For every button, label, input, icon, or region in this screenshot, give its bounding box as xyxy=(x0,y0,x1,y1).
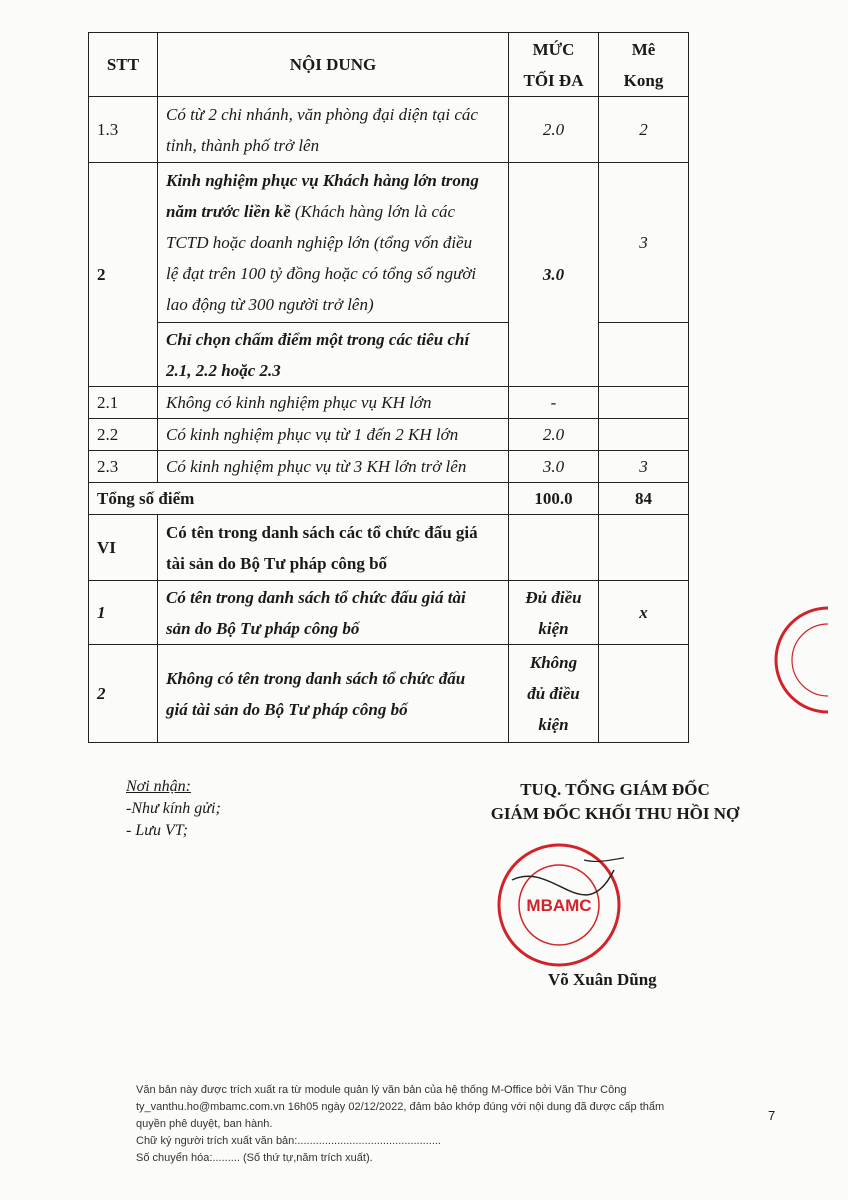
row-max-line: kiện xyxy=(538,618,569,638)
recipients-title: Nơi nhận: xyxy=(126,778,191,795)
total-label: Tổng số điểm xyxy=(89,483,509,515)
header-muc-toi-da xyxy=(509,33,599,97)
header-row xyxy=(89,33,689,97)
row-content xyxy=(158,515,509,581)
row-max: 2.0 xyxy=(509,419,599,451)
header-noi-dung: NỘI DUNG xyxy=(158,33,509,97)
row-content xyxy=(158,163,509,323)
row-max: 3.0 xyxy=(509,451,599,483)
signature-line: GIÁM ĐỐC KHỐI THU HỒI NỢ xyxy=(490,804,740,823)
table-row xyxy=(89,451,689,483)
table-row xyxy=(89,323,689,387)
row-content: Có kinh nghiệm phục vụ từ 1 đến 2 KH lớn xyxy=(158,419,509,451)
table-row xyxy=(89,97,689,163)
row-score xyxy=(599,387,689,419)
row-max xyxy=(509,581,599,645)
row-content: Có kinh nghiệm phục vụ từ 3 KH lớn trở lên xyxy=(158,451,509,483)
table-row xyxy=(89,581,689,645)
company-seal-icon xyxy=(494,840,624,970)
signature-title xyxy=(470,778,760,826)
table-row xyxy=(89,419,689,451)
row-content xyxy=(158,581,509,645)
row-content-line: Chỉ chọn chấm điểm một trong các tiêu chí xyxy=(166,329,470,349)
row-content-line: tài sản do Bộ Tư pháp công bố xyxy=(166,553,388,573)
row-content-line: Không có tên trong danh sách tổ chức đấu xyxy=(166,668,466,688)
row-content-line: Có tên trong danh sách tổ chức đấu giá tài xyxy=(166,587,466,607)
row-content-line: năm trước liền kề xyxy=(166,202,291,221)
row-content-line: tỉnh, thành phố trở lên xyxy=(166,135,320,155)
row-max: - xyxy=(509,387,599,419)
table-row xyxy=(89,387,689,419)
row-max-line: đủ điều xyxy=(527,684,580,703)
footer-note xyxy=(136,1082,696,1167)
row-max: 2.0 xyxy=(509,97,599,163)
row-content-line: 2.1, 2.2 hoặc 2.3 xyxy=(166,360,281,380)
row-stt: 2.3 xyxy=(89,451,158,483)
table-row xyxy=(89,515,689,581)
row-stt: 1.3 xyxy=(89,97,158,163)
signer-name: Võ Xuân Dũng xyxy=(548,970,657,989)
recipient-line: - Lưu VT; xyxy=(126,822,188,839)
row-score: 2 xyxy=(599,97,689,163)
row-max-line: kiện xyxy=(538,715,569,734)
row-content-line: (Khách hàng lớn là các xyxy=(290,202,456,221)
table-row xyxy=(89,645,689,743)
row-content-line: Có tên trong danh sách các tổ chức đấu giá xyxy=(166,522,478,542)
total-score: 84 xyxy=(599,483,689,515)
row-max-line: Không xyxy=(529,653,578,672)
signature-line: TUQ. TỔNG GIÁM ĐỐC xyxy=(520,780,710,799)
total-max: 100.0 xyxy=(509,483,599,515)
partial-seal-icon xyxy=(770,604,830,716)
row-stt: 2 xyxy=(89,163,158,387)
row-note xyxy=(158,323,509,387)
row-content-line: Kinh nghiệm phục vụ Khách hàng lớn trong xyxy=(166,171,479,190)
row-score xyxy=(599,419,689,451)
header-mekong xyxy=(599,33,689,97)
row-content-line: lệ đạt trên 100 tỷ đồng hoặc có tổng số người xyxy=(166,264,477,283)
row-content: Không có kinh nghiệm phục vụ KH lớn xyxy=(158,387,509,419)
row-stt: 2.2 xyxy=(89,419,158,451)
seal-text: MBAMC xyxy=(526,896,592,915)
table-row xyxy=(89,163,689,323)
footer-line: quyền phê duyệt, ban hành. xyxy=(136,1118,273,1130)
header-muc: MỨC xyxy=(532,39,575,59)
footer-line: Văn bản này được trích xuất ra từ module quản lý văn bản của hệ thống M-Office bởi Văn Thư Công xyxy=(136,1084,627,1096)
footer-line: Số chuyển hóa:......... (Số thứ tự,năm trích xuất). xyxy=(136,1152,373,1164)
footer-line: ty_vanthu.ho@mbamc.com.vn 16h05 ngày 02/12/2022, đảm bảo khớp đúng với nội dung đã được cấp thẩm xyxy=(136,1101,665,1113)
row-stt: VI xyxy=(89,515,158,581)
row-content-line: TCTD hoặc doanh nghiệp lớn (tổng vốn điều xyxy=(166,233,473,252)
row-max xyxy=(509,645,599,743)
header-toi-da: TỐI ĐA xyxy=(523,70,584,90)
total-row xyxy=(89,483,689,515)
row-max: 3.0 xyxy=(509,163,599,387)
row-score: 3 xyxy=(599,451,689,483)
row-score: 3 xyxy=(599,163,689,323)
row-content-line: sản do Bộ Tư pháp công bố xyxy=(166,618,360,638)
row-content-line: lao động từ 300 người trở lên) xyxy=(166,295,374,314)
header-kong: Kong xyxy=(623,70,664,90)
footer-line: Chữ ký người trích xuất văn bản:............................................... xyxy=(136,1135,441,1147)
row-content-line: giá tài sản do Bộ Tư pháp công bố xyxy=(166,699,408,719)
row-score: x xyxy=(599,581,689,645)
row-content-line: Có từ 2 chi nhánh, văn phòng đại diện tại các xyxy=(166,104,478,124)
row-max-line: Đủ điều xyxy=(525,587,582,607)
row-content xyxy=(158,97,509,163)
row-score xyxy=(599,515,689,581)
row-stt: 1 xyxy=(89,581,158,645)
row-max xyxy=(509,515,599,581)
row-content xyxy=(158,645,509,743)
recipient-line: -Như kính gửi; xyxy=(126,800,221,817)
scoring-table xyxy=(88,32,689,743)
row-stt: 2 xyxy=(89,645,158,743)
header-me: Mê xyxy=(631,39,656,59)
page-number: 7 xyxy=(768,1108,776,1123)
row-score-empty xyxy=(599,323,689,387)
row-stt: 2.1 xyxy=(89,387,158,419)
recipients-block xyxy=(126,776,221,842)
header-stt: STT xyxy=(89,33,158,97)
row-score xyxy=(599,645,689,743)
